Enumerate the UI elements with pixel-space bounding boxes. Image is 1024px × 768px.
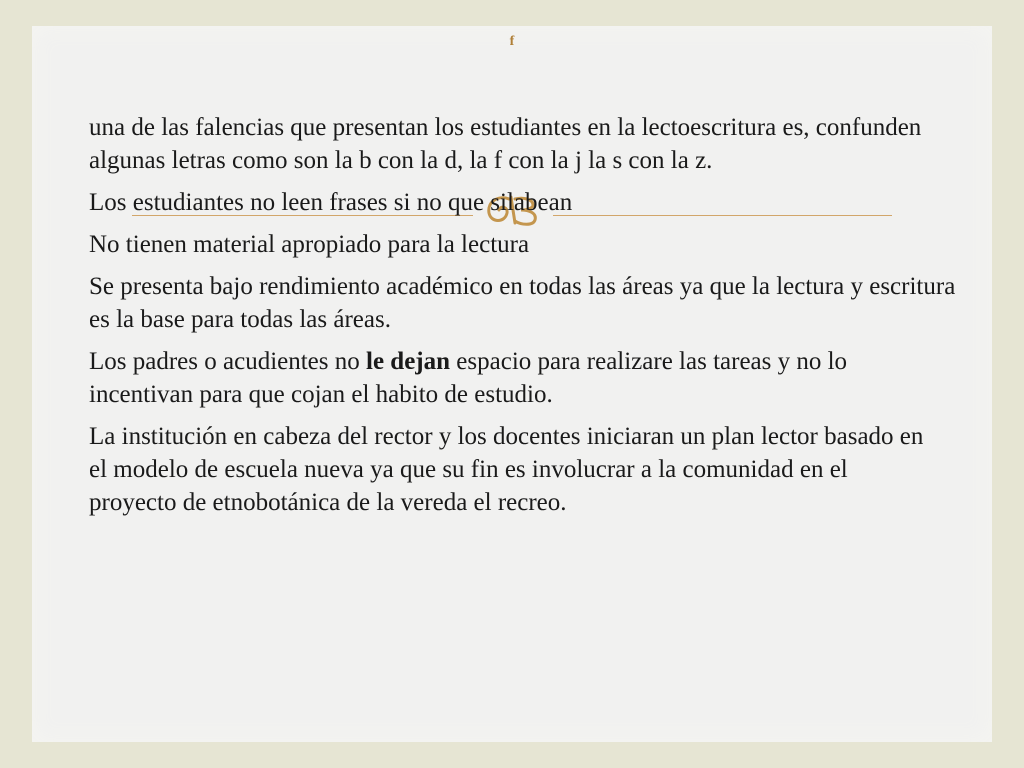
- list-item: [89, 345, 919, 411]
- slide-panel: [32, 26, 992, 742]
- list-item-text: Los padres o acudientes no: [89, 348, 367, 375]
- list-item: No tienen material apropiado para la lectura: [89, 231, 530, 258]
- list-item: una de las falencias que presentan los estudiantes en la lectoescritura es, confunden algunas letras como son la b con la d, la f con la j la s con la z.: [89, 114, 922, 174]
- list-item: Se presenta bajo rendimiento académico en todas las áreas ya que la lectura y escritura es la base para todas las áreas.: [89, 273, 956, 333]
- list-item-text: espacio para realizare las tareas y no lo incentivan para que cojan el habito de estudio.: [89, 348, 848, 408]
- slide-title: f: [509, 34, 515, 49]
- emphasis-text: le dejan: [366, 348, 451, 375]
- bullet-list: [89, 111, 969, 528]
- list-item: La institución en cabeza del rector y los docentes iniciaran un plan lector basado en el modelo de escuela nueva ya que su fin es involucrar a la comunidad en el proyecto de etnobotánica de la vereda el recreo.: [89, 423, 924, 516]
- list-item: Los estudiantes no leen frases si no que silabean: [89, 189, 573, 216]
